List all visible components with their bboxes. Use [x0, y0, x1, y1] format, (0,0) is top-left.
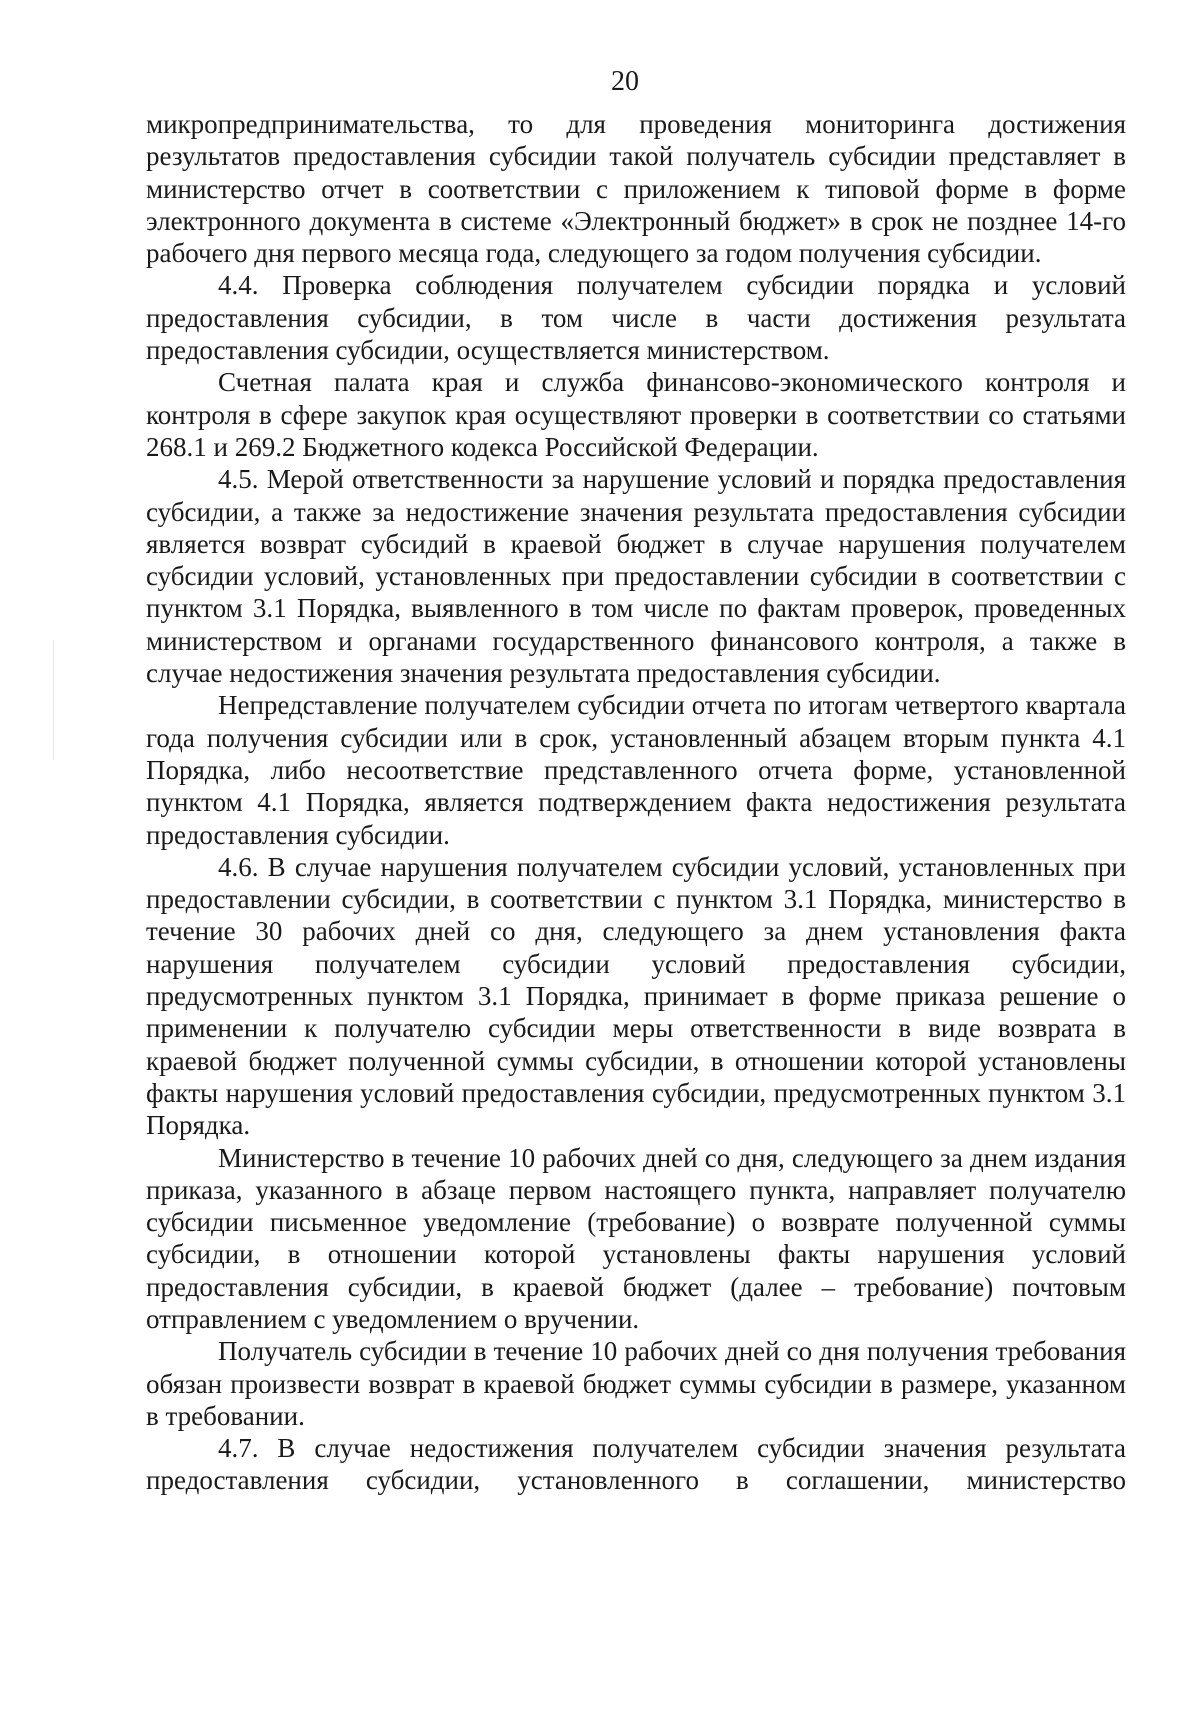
scan-margin-mark [53, 640, 54, 760]
paragraph-audit-chamber: Счетная палата края и служба финансово-экономического контроля и контроля в сфере закупок края осуществляют проверки в соответствии со статьями 268.1 и 269.2 Бюджетного кодекса Российской Федерации. [146, 367, 1126, 462]
paragraph-4-6: 4.6. В случае нарушения получателем субсидии условий, установленных при предоставлении субсидии, в соответствии с пунктом 3.1 Порядка, министерство в течение 30 рабочих дней со дня, следующего за днем установления факта нарушения получателем субсидии условий предоставления субсидии, предусмотренных пунктом 3.1 Порядка, принимает в форме приказа решение о применении к получателю субсидии меры ответственности в виде возврата в краевой бюджет полученной суммы субсидии, в отношении которой установлены факты нарушения условий предоставления субсидии, предусмотренных пунктом 3.1 Порядка. [146, 851, 1126, 1141]
paragraph-refund-deadline: Получатель субсидии в течение 10 рабочих дней со дня получения требования обязан произвести возврат в краевой бюджет суммы субсидии в размере, указанном в требовании. [146, 1336, 1126, 1431]
document-body [146, 108, 1126, 1497]
paragraph-ministry-notice: Министерство в течение 10 рабочих дней со дня, следующего за днем издания приказа, указанного в абзаце первом настоящего пункта, направляет получателю субсидии письменное уведомление (требование) о возврате полученной суммы субсидии, в отношении которой установлены факты нарушения условий предоставления субсидии, в краевой бюджет (далее – требование) почтовым отправлением с уведомлением о вручении. [146, 1142, 1126, 1334]
paragraph-4-5: 4.5. Мерой ответственности за нарушение условий и порядка предоставления субсидии, а также за недостижение значения результата предоставления субсидии является возврат субсидий в краевой бюджет в случае нарушения получателем субсидии условий, установленных при предоставлении субсидии в соответствии с пунктом 3.1 Порядка, выявленного в том числе по фактам проверок, проведенных министерством и органами государственного финансового контроля, а также в случае недостижения значения результата предоставления субсидии. [146, 464, 1126, 689]
page-number: 20 [611, 66, 639, 97]
paragraph-report-failure: Непредставление получателем субсидии отчета по итогам четвертого квартала года получения субсидии или в срок, установленный абзацем вторым пункта 4.1 Порядка, либо несоответствие представленного отчета форме, установленной пунктом 4.1 Порядка, является подтверждением факта недостижения результата предоставления субсидии. [146, 690, 1126, 850]
paragraph-4-7: 4.7. В случае недостижения получателем субсидии значения результата предоставления субсидии, установленного в соглашении, министерство [146, 1433, 1126, 1496]
paragraph-continuation: микропредпринимательства, то для проведения мониторинга достижения результатов предоставления субсидии такой получатель субсидии представляет в министерство отчет в соответствии с приложением к типовой форме в форме электронного документа в системе «Электронный бюджет» в срок не позднее 14-го рабочего дня первого месяца года, следующего за годом получения субсидии. [146, 109, 1126, 269]
paragraph-4-4: 4.4. Проверка соблюдения получателем субсидии порядка и условий предоставления субсидии, в том числе в части достижения результата предоставления субсидии, осуществляется министерством. [146, 270, 1126, 366]
